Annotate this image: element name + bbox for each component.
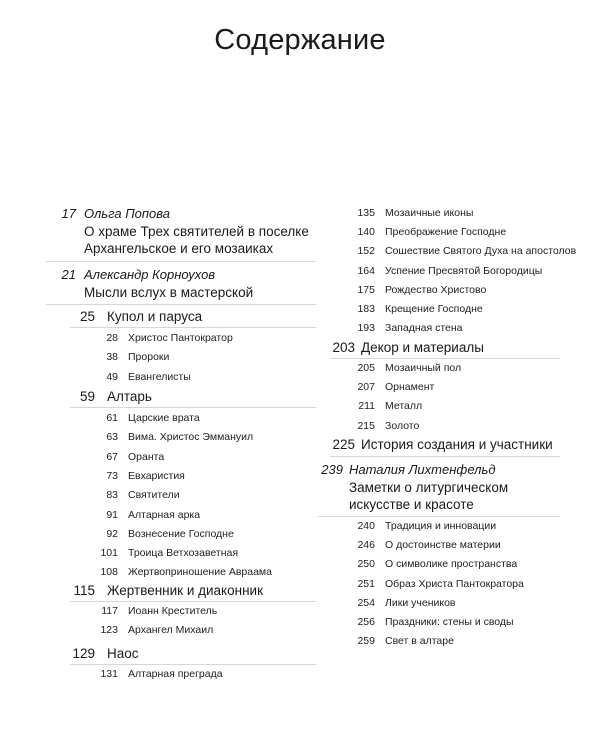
entry-title: Архангельское и его мозаиках: [84, 241, 274, 256]
author-entry: [46, 206, 170, 221]
toc-item: [345, 539, 501, 551]
entry-title: О храме Трех святителей в поселке: [84, 224, 309, 239]
page-number: 21: [61, 267, 76, 282]
toc-item: [345, 245, 576, 257]
page-number: 101: [100, 547, 118, 560]
page-number: 135: [357, 207, 375, 219]
entry-title: О достоинстве материи: [385, 539, 501, 552]
toc-item: [345, 520, 496, 532]
toc-item: [345, 362, 461, 374]
page-number: 38: [106, 351, 118, 364]
divider: [70, 407, 316, 408]
entry-title: Троица Ветхозаветная: [128, 547, 239, 560]
entry-title: Алтарная преграда: [128, 668, 223, 680]
entry-title: Купол и паруса: [107, 309, 203, 324]
page-number: 203: [332, 340, 355, 355]
essay-title: [84, 224, 309, 239]
author-entry: [318, 462, 496, 477]
entry-title: Евхаристия: [128, 469, 185, 482]
toc-item: [90, 470, 185, 482]
entry-title: Алтарь: [107, 389, 152, 404]
page-number: 49: [106, 370, 118, 383]
toc-item: [90, 431, 253, 443]
toc-item: [90, 668, 223, 680]
page-number: 215: [357, 419, 375, 432]
toc-item: [90, 489, 180, 501]
entry-title: Ольга Попова: [84, 206, 171, 221]
page-number: 83: [106, 489, 118, 502]
page-number: 115: [73, 583, 95, 598]
page-number: 254: [357, 596, 375, 609]
toc-item: [345, 400, 422, 412]
entry-title: Лики учеников: [385, 596, 456, 609]
entry-title: Святители: [128, 489, 180, 502]
toc-item: [345, 284, 486, 296]
divider: [46, 304, 316, 305]
toc-item: [90, 605, 217, 617]
toc-item: [90, 451, 164, 463]
entry-title: Рождество Христово: [385, 283, 487, 296]
page-number: 59: [79, 389, 95, 404]
toc-item: [345, 303, 483, 315]
page-number: 240: [357, 520, 375, 532]
entry-title: Христос Пантократор: [128, 332, 233, 344]
toc-item: [345, 635, 454, 647]
page-number: 63: [106, 431, 118, 444]
toc-item: [90, 509, 200, 521]
entry-title: История создания и участники: [361, 437, 553, 452]
section-entry: [70, 583, 263, 598]
entry-title: Жертвенник и диаконник: [107, 583, 263, 598]
entry-title: Мысли вслух в мастерской: [84, 285, 254, 300]
page-title: Содержание: [214, 24, 386, 56]
divider: [70, 327, 316, 328]
entry-title: Наос: [107, 646, 139, 661]
toc-item: [345, 597, 456, 609]
page-number: 239: [321, 462, 343, 477]
page-number: 246: [357, 539, 375, 552]
entry-title: искусстве и красоте: [349, 497, 474, 512]
page-number: 131: [100, 668, 118, 680]
entry-title: Сошествие Святого Духа на апостолов: [385, 245, 577, 258]
entry-title: Мозаичные иконы: [385, 207, 474, 219]
page-number: 256: [357, 616, 375, 628]
page-number: 259: [357, 635, 375, 648]
entry-title: Заметки о литургическом: [349, 480, 509, 495]
section-entry: [70, 646, 139, 661]
toc-item: [90, 566, 272, 578]
entry-title: Традиция и инновации: [385, 520, 497, 532]
section-entry: [70, 389, 152, 404]
essay-title: [84, 241, 273, 256]
page-number: 250: [357, 558, 375, 571]
entry-title: Оранта: [128, 450, 165, 463]
page-number: 193: [357, 322, 375, 335]
page-number: 183: [357, 303, 375, 315]
page-number: 251: [357, 577, 375, 590]
entry-title: Вима. Христос Эммануил: [128, 431, 254, 444]
toc-item: [345, 558, 517, 570]
entry-title: Наталия Лихтенфельд: [349, 462, 496, 477]
author-entry: [46, 267, 215, 282]
toc-item: [345, 265, 542, 277]
entry-title: Александр Корноухов: [84, 267, 216, 282]
entry-title: Пророки: [128, 351, 170, 364]
page-number: 225: [332, 437, 355, 452]
section-entry: [330, 437, 553, 452]
toc-item: [90, 351, 169, 363]
page-number: 17: [61, 206, 76, 221]
page-number: 175: [357, 283, 375, 296]
entry-title: Свет в алтаре: [385, 635, 454, 648]
entry-title: Мозаичный пол: [385, 362, 462, 374]
entry-title: Металл: [385, 400, 423, 413]
entry-title: Царские врата: [128, 412, 200, 424]
entry-title: Орнамент: [385, 381, 435, 394]
toc-item: [90, 528, 234, 540]
essay-title: [84, 285, 253, 300]
entry-title: Крещение Господне: [385, 303, 483, 315]
entry-title: Преображение Господне: [385, 226, 507, 239]
entry-title: Евангелисты: [128, 370, 191, 383]
toc-item: [345, 207, 473, 219]
page-number: 108: [100, 566, 118, 579]
page-number: 207: [357, 381, 375, 394]
entry-title: О символике пространства: [385, 558, 518, 571]
toc-item: [345, 226, 506, 238]
toc-item: [90, 371, 191, 383]
entry-title: Вознесение Господне: [128, 527, 234, 540]
entry-title: Алтарная арка: [128, 508, 201, 521]
divider: [70, 664, 316, 665]
page-number: 67: [106, 450, 118, 463]
entry-title: Декор и материалы: [361, 340, 484, 355]
entry-title: Образ Христа Пантократора: [385, 577, 524, 590]
page-number: 73: [106, 469, 118, 482]
divider: [330, 456, 560, 457]
toc-item: [90, 624, 213, 636]
section-entry: [330, 340, 484, 355]
toc-item: [90, 332, 233, 344]
divider: [330, 358, 560, 359]
essay-title: [349, 497, 474, 512]
entry-title: Золото: [385, 419, 420, 432]
page-number: 205: [357, 362, 375, 374]
page-number: 91: [106, 508, 118, 521]
toc-item: [345, 578, 524, 590]
toc-item: [345, 420, 419, 432]
page-number: 92: [106, 527, 118, 540]
divider: [46, 261, 316, 262]
page-number: 129: [72, 646, 95, 661]
toc-item: [345, 381, 434, 393]
page-number: 28: [106, 332, 118, 344]
entry-title: Успение Пресвятой Богородицы: [385, 264, 543, 277]
section-entry: [70, 309, 202, 324]
page-number: 152: [357, 245, 375, 258]
entry-title: Западная стена: [385, 322, 463, 335]
entry-title: Жертвоприношение Авраама: [128, 566, 272, 579]
page-number: 117: [101, 605, 118, 617]
toc-item: [345, 616, 514, 628]
page-number: 61: [106, 412, 118, 424]
page-number: 25: [79, 309, 95, 324]
page-number: 123: [100, 624, 118, 637]
page-number: 140: [357, 226, 375, 239]
divider: [70, 601, 316, 602]
toc-item: [90, 547, 238, 559]
toc-item: [90, 412, 200, 424]
entry-title: Праздники: стены и своды: [385, 616, 514, 628]
page-number: 211: [358, 400, 375, 413]
entry-title: Иоанн Креститель: [128, 605, 218, 617]
toc-item: [345, 322, 463, 334]
divider: [318, 516, 560, 517]
page-number: 164: [357, 264, 375, 277]
essay-title: [349, 480, 508, 495]
entry-title: Архангел Михаил: [128, 624, 214, 637]
